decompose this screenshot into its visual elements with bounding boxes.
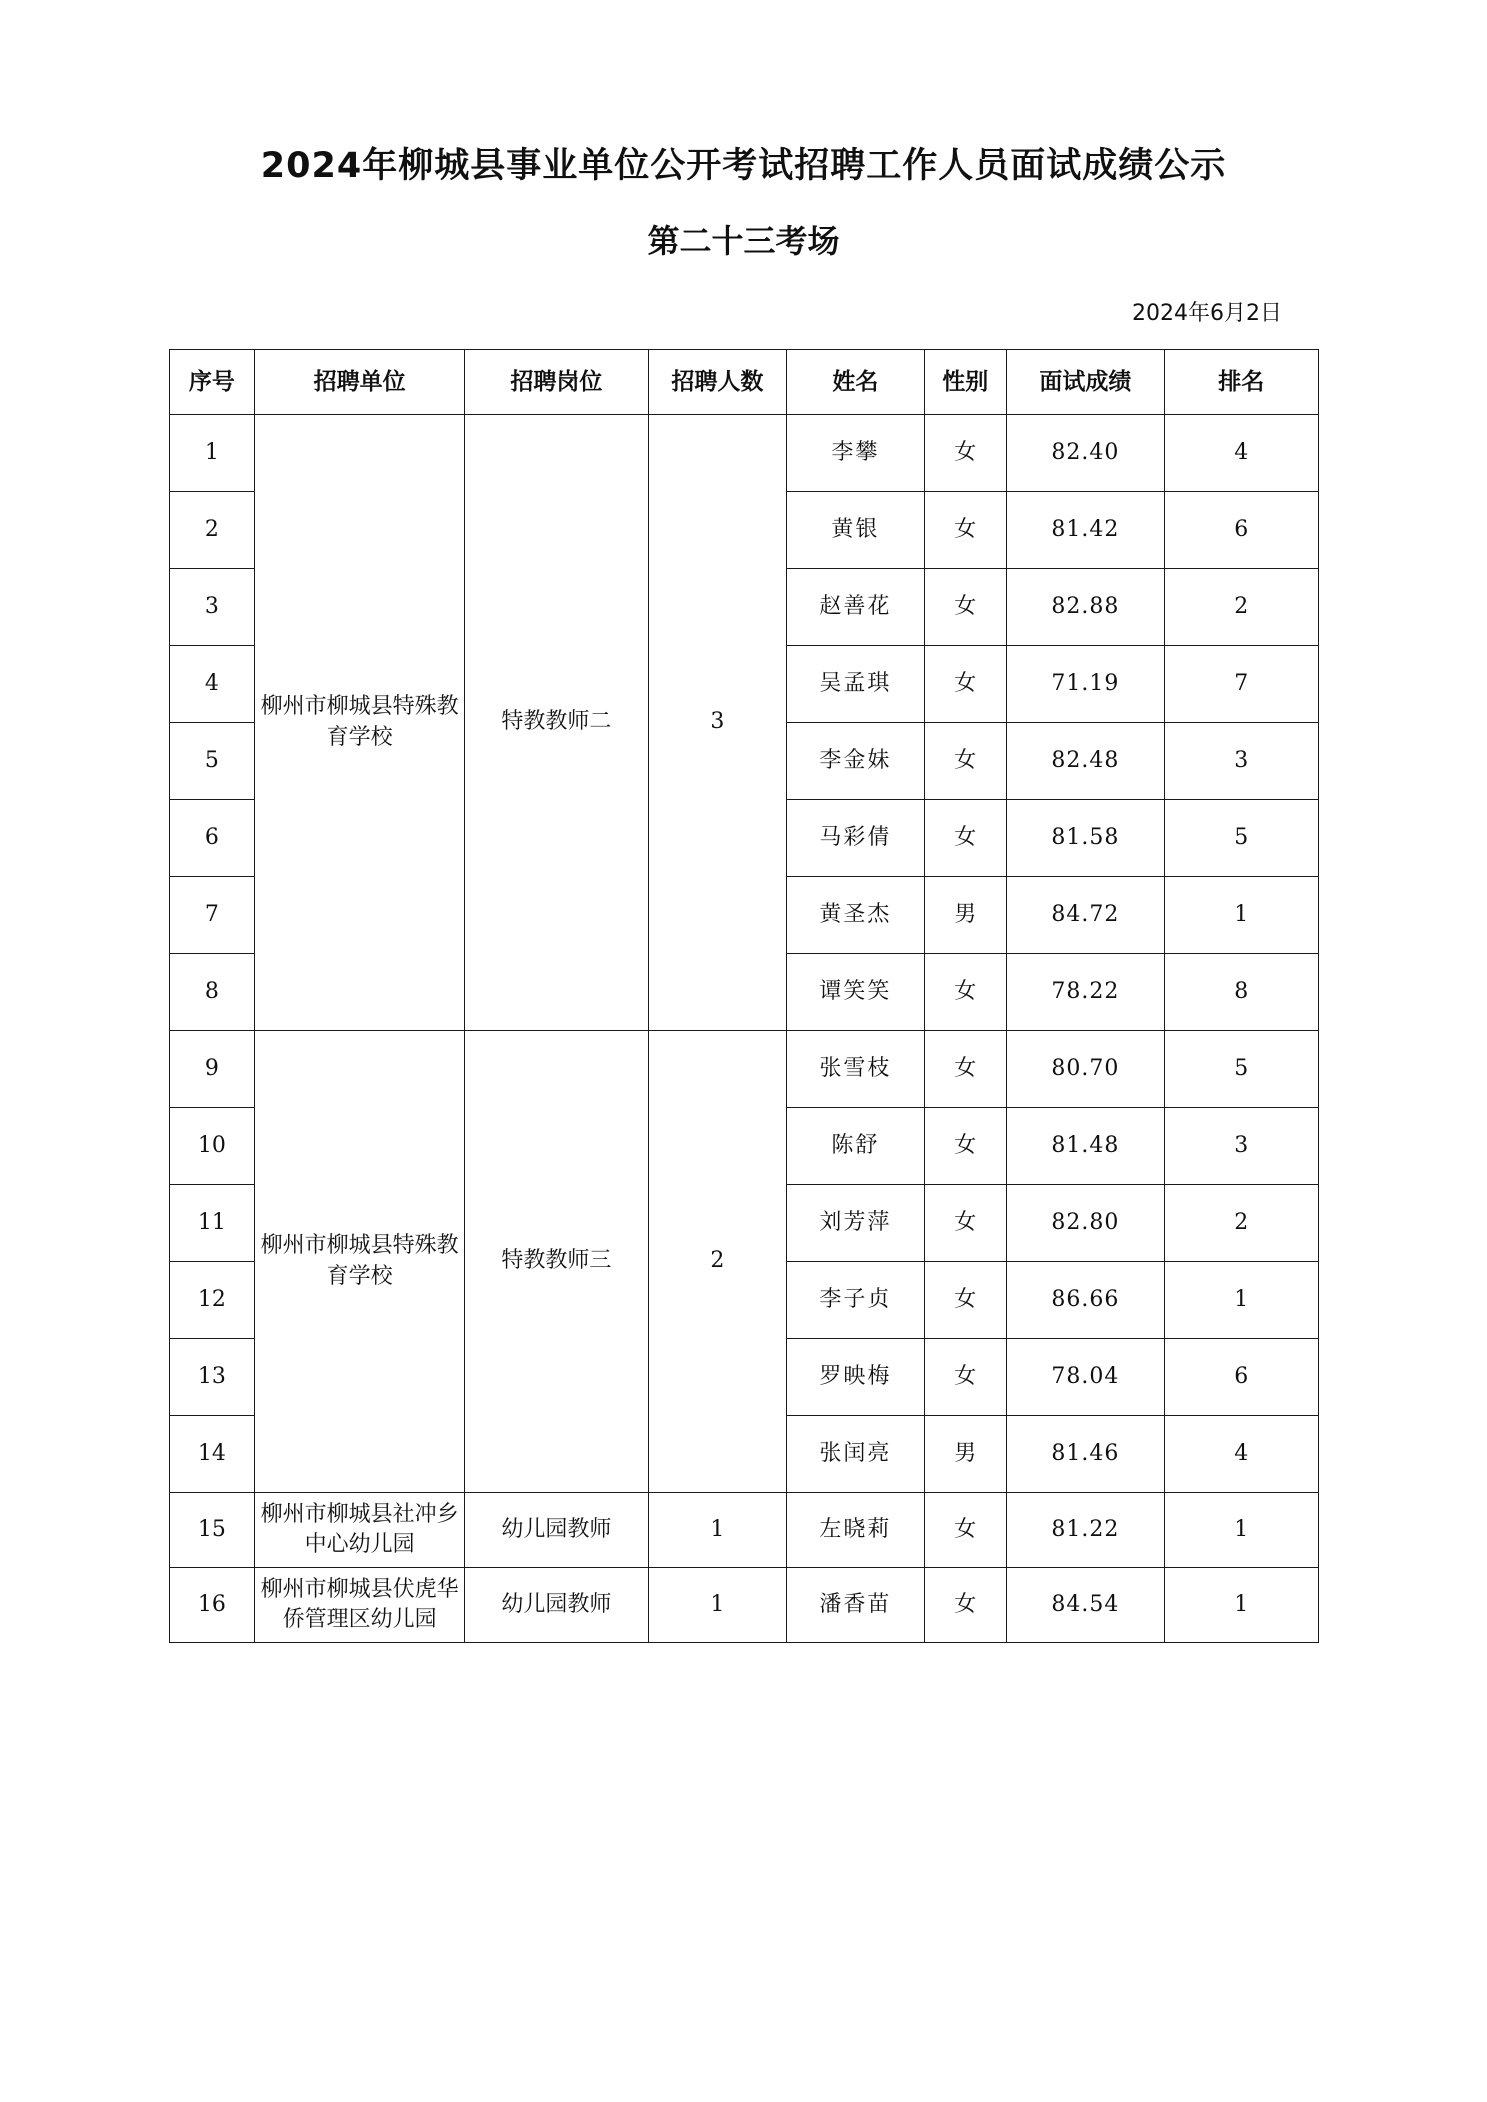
results-table bbox=[169, 349, 1319, 1643]
cell-sex: 女 bbox=[924, 954, 1006, 1031]
results-table-wrapper bbox=[0, 327, 1487, 1643]
cell-score: 81.42 bbox=[1006, 492, 1164, 569]
column-header-unit: 招聘单位 bbox=[255, 350, 465, 415]
page-subtitle: 第二十三考场 bbox=[647, 222, 840, 260]
cell-score: 81.48 bbox=[1006, 1108, 1164, 1185]
table-body bbox=[169, 415, 1318, 1643]
cell-post: 幼儿园教师 bbox=[464, 1568, 648, 1643]
cell-sex: 女 bbox=[924, 492, 1006, 569]
cell-rank: 1 bbox=[1165, 1493, 1318, 1568]
cell-sex: 女 bbox=[924, 1493, 1006, 1568]
cell-score: 81.58 bbox=[1006, 800, 1164, 877]
cell-name: 李子贞 bbox=[786, 1262, 924, 1339]
cell-sex: 女 bbox=[924, 646, 1006, 723]
cell-name: 谭笑笑 bbox=[786, 954, 924, 1031]
cell-name: 吴孟琪 bbox=[786, 646, 924, 723]
cell-seq: 6 bbox=[169, 800, 255, 877]
column-header-post: 招聘岗位 bbox=[464, 350, 648, 415]
cell-name: 黄银 bbox=[786, 492, 924, 569]
cell-unit: 柳州市柳城县特殊教育学校 bbox=[255, 415, 465, 1031]
cell-seq: 7 bbox=[169, 877, 255, 954]
cell-rank: 5 bbox=[1165, 800, 1318, 877]
cell-rank: 5 bbox=[1165, 1031, 1318, 1108]
cell-name: 潘香苗 bbox=[786, 1568, 924, 1643]
cell-seq: 4 bbox=[169, 646, 255, 723]
column-header-name: 姓名 bbox=[786, 350, 924, 415]
cell-score: 81.46 bbox=[1006, 1416, 1164, 1493]
cell-name: 张闰亮 bbox=[786, 1416, 924, 1493]
cell-score: 78.22 bbox=[1006, 954, 1164, 1031]
cell-count: 2 bbox=[648, 1031, 786, 1493]
page-title: 2024年柳城县事业单位公开考试招聘工作人员面试成绩公示 bbox=[260, 146, 1227, 186]
cell-score: 82.88 bbox=[1006, 569, 1164, 646]
cell-count: 1 bbox=[648, 1568, 786, 1643]
cell-sex: 女 bbox=[924, 1262, 1006, 1339]
cell-name: 陈舒 bbox=[786, 1108, 924, 1185]
cell-rank: 6 bbox=[1165, 492, 1318, 569]
cell-rank: 4 bbox=[1165, 1416, 1318, 1493]
cell-unit: 柳州市柳城县特殊教育学校 bbox=[255, 1031, 465, 1493]
cell-name: 黄圣杰 bbox=[786, 877, 924, 954]
table-row bbox=[169, 1031, 1318, 1108]
cell-sex: 女 bbox=[924, 723, 1006, 800]
cell-seq: 13 bbox=[169, 1339, 255, 1416]
table-header bbox=[169, 350, 1318, 415]
cell-seq: 16 bbox=[169, 1568, 255, 1643]
cell-seq: 2 bbox=[169, 492, 255, 569]
cell-sex: 女 bbox=[924, 1568, 1006, 1643]
cell-rank: 1 bbox=[1165, 1568, 1318, 1643]
cell-name: 李攀 bbox=[786, 415, 924, 492]
cell-post: 特教教师二 bbox=[464, 415, 648, 1031]
cell-score: 84.54 bbox=[1006, 1568, 1164, 1643]
cell-rank: 1 bbox=[1165, 1262, 1318, 1339]
cell-score: 86.66 bbox=[1006, 1262, 1164, 1339]
publish-date: 2024年6月2日 bbox=[1132, 301, 1282, 326]
column-header-rank: 排名 bbox=[1165, 350, 1318, 415]
cell-seq: 15 bbox=[169, 1493, 255, 1568]
cell-score: 71.19 bbox=[1006, 646, 1164, 723]
cell-score: 80.70 bbox=[1006, 1031, 1164, 1108]
cell-score: 81.22 bbox=[1006, 1493, 1164, 1568]
table-row bbox=[169, 415, 1318, 492]
cell-sex: 女 bbox=[924, 800, 1006, 877]
cell-seq: 8 bbox=[169, 954, 255, 1031]
cell-seq: 14 bbox=[169, 1416, 255, 1493]
cell-rank: 8 bbox=[1165, 954, 1318, 1031]
cell-rank: 4 bbox=[1165, 415, 1318, 492]
cell-sex: 女 bbox=[924, 1031, 1006, 1108]
cell-rank: 3 bbox=[1165, 723, 1318, 800]
cell-count: 1 bbox=[648, 1493, 786, 1568]
cell-post: 特教教师三 bbox=[464, 1031, 648, 1493]
cell-name: 罗映梅 bbox=[786, 1339, 924, 1416]
cell-seq: 9 bbox=[169, 1031, 255, 1108]
cell-name: 刘芳萍 bbox=[786, 1185, 924, 1262]
column-header-seq: 序号 bbox=[169, 350, 255, 415]
cell-count: 3 bbox=[648, 415, 786, 1031]
cell-name: 马彩倩 bbox=[786, 800, 924, 877]
cell-unit: 柳州市柳城县社冲乡中心幼儿园 bbox=[255, 1493, 465, 1568]
cell-sex: 女 bbox=[924, 1108, 1006, 1185]
cell-seq: 3 bbox=[169, 569, 255, 646]
cell-rank: 2 bbox=[1165, 1185, 1318, 1262]
cell-score: 82.48 bbox=[1006, 723, 1164, 800]
cell-unit: 柳州市柳城县伏虎华侨管理区幼儿园 bbox=[255, 1568, 465, 1643]
cell-rank: 6 bbox=[1165, 1339, 1318, 1416]
cell-sex: 男 bbox=[924, 877, 1006, 954]
column-header-score: 面试成绩 bbox=[1006, 350, 1164, 415]
cell-score: 78.04 bbox=[1006, 1339, 1164, 1416]
cell-name: 李金妹 bbox=[786, 723, 924, 800]
cell-sex: 女 bbox=[924, 1185, 1006, 1262]
cell-sex: 女 bbox=[924, 569, 1006, 646]
cell-name: 赵善花 bbox=[786, 569, 924, 646]
cell-sex: 男 bbox=[924, 1416, 1006, 1493]
cell-score: 82.80 bbox=[1006, 1185, 1164, 1262]
cell-seq: 10 bbox=[169, 1108, 255, 1185]
cell-score: 84.72 bbox=[1006, 877, 1164, 954]
cell-seq: 5 bbox=[169, 723, 255, 800]
cell-score: 82.40 bbox=[1006, 415, 1164, 492]
table-header-row bbox=[169, 350, 1318, 415]
cell-post: 幼儿园教师 bbox=[464, 1493, 648, 1568]
table-row bbox=[169, 1493, 1318, 1568]
cell-rank: 3 bbox=[1165, 1108, 1318, 1185]
column-header-sex: 性别 bbox=[924, 350, 1006, 415]
cell-sex: 女 bbox=[924, 1339, 1006, 1416]
table-row bbox=[169, 1568, 1318, 1643]
cell-name: 左晓莉 bbox=[786, 1493, 924, 1568]
cell-seq: 1 bbox=[169, 415, 255, 492]
cell-name: 张雪枝 bbox=[786, 1031, 924, 1108]
cell-rank: 7 bbox=[1165, 646, 1318, 723]
cell-sex: 女 bbox=[924, 415, 1006, 492]
cell-seq: 11 bbox=[169, 1185, 255, 1262]
cell-rank: 2 bbox=[1165, 569, 1318, 646]
column-header-count: 招聘人数 bbox=[648, 350, 786, 415]
cell-seq: 12 bbox=[169, 1262, 255, 1339]
cell-rank: 1 bbox=[1165, 877, 1318, 954]
